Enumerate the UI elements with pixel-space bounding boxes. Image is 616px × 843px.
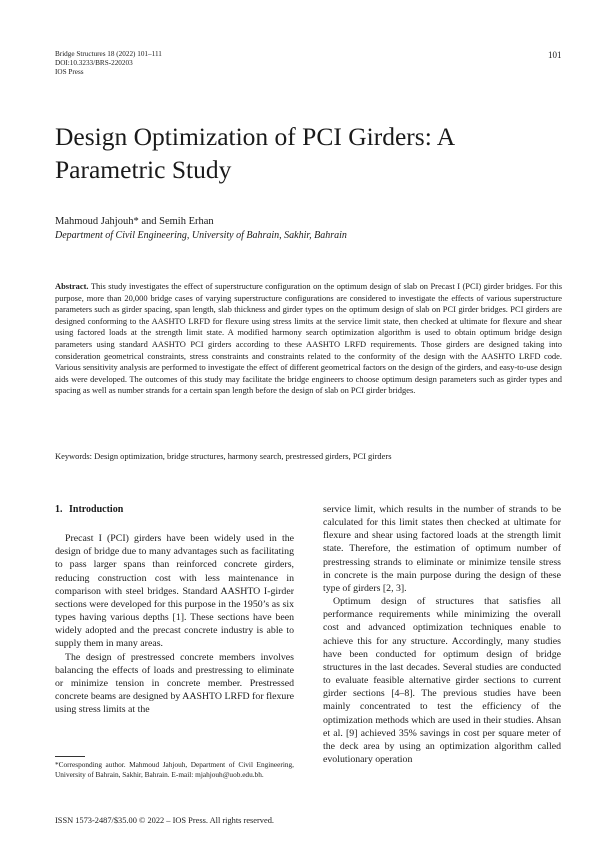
left-column: [55, 503, 294, 716]
paragraph: service limit, which results in the number of strands to be calculated for this limit states then checked at ultimate for flexure and shear using factored loads at the strength limit state. Therefore, the estimation of optimum number of prestressing strands to eliminate or minimize tensile stress in concrete is the main purpose during the design of these type of girders [2, 3].: [323, 504, 561, 594]
journal-citation: Bridge Structures 18 (2022) 101–111: [55, 50, 162, 58]
footnote-divider: [55, 756, 85, 757]
doi: DOI:10.3233/BRS-220203: [55, 58, 133, 67]
authors: Mahmoud Jahjouh* and Semih Erhan: [55, 216, 214, 227]
keywords: Keywords: Design optimization, bridge structures, harmony search, prestressed girders, PCI girders: [55, 451, 392, 461]
section-number: 1.: [55, 504, 63, 515]
paper-title: Design Optimization of PCI Girders: A Parametric Study: [55, 122, 454, 184]
section-heading: [55, 503, 294, 516]
abstract: [55, 281, 562, 397]
footnote: *Corresponding author. Mahmoud Jahjouh, Department of Civil Engineering, University of Bahrain, Sakhir, Bahrain. E-mail: mjahjouh@uob.edu.bh.: [55, 760, 294, 779]
copyright-footer: ISSN 1573-2487/$35.00 © 2022 – IOS Press. All rights reserved.: [55, 816, 274, 825]
section-title: Introduction: [69, 504, 124, 515]
affiliation: Department of Civil Engineering, University of Bahrain, Sakhir, Bahrain: [55, 230, 347, 241]
publisher: IOS Press: [55, 67, 84, 76]
paragraph: Optimum design of structures that satisfies all performance requirements while minimizing the overall cost and advanced optimization techniques enable to achieve this for any structure. Accordingly, many studies have been conducted for optimum design of bridge structures in the last decades. Several studies are conducted to evaluate feasible alternative girder sections to current girder sections [4–8]. The previous studies have been mainly concentrated to test the efficiency of the optimization methods which are used in their studies. Ahsan et al. [9] achieved 35% savings in cost per square meter of the deck area by using an optimization algorithm called evolutionary operation: [323, 596, 561, 765]
right-column: [323, 503, 561, 766]
page-number: 101: [548, 50, 562, 60]
paragraph: Precast I (PCI) girders have been widely used in the design of bridge due to many advantages such as facilitating to pass larger spans than reinforced concrete girders, reducing construction cost with less maintenance in comparison with steel bridges. Standard AASHTO I-girder sections were developed for this purpose in the 1950’s as six types having various depths [1]. These sections have been widely adopted and the precast concrete industry is able to supply them in many areas.: [55, 533, 294, 650]
paragraph: The design of prestressed concrete members involves balancing the effects of loads and prestressing to eliminate or minimize tension in concrete member. Prestressed concrete beams are designed by AASHTO LRFD for flexure using stress limits at the: [55, 651, 294, 716]
abstract-label: Abstract.: [55, 281, 89, 291]
journal-header: [55, 50, 162, 76]
abstract-text: This study investigates the effect of superstructure configuration on the optimum design of slab on Precast I (PCI) girder bridges. For this purpose, more than 20,000 bridge cases of varying superstructure configurations are considered to investigate the effects of various superstructure parameters such as girder spacing, span length, slab thickness and girder types on the optimum design of slab on PCI girder bridges. PCI girders are designed conforming to the AASHTO LRFD for flexure using stress limits at the service limit state, then checked at ultimate for flexure and shear using factored loads at the strength limit state. A modified harmony search optimization algorithm is used to obtain optimum bridge design parameters using standard AASHTO PCI girders according to these AASHTO LRFD requirements. Those girders are designed taking into consideration geometrical constraints, stress constraints and constraints related to the conformity of the design with the AASHTO LRFD code. Various sensitivity analysis are performed to investigate the effect of different geometrical factors on the design of the girders, and easy-to-use design aids were developed. The outcomes of this study may facilitate the bridge engineers to choose optimum design parameters such as girder types and spacing as well as number strands for a certain span length before the design of slab on PCI girder bridges.: [55, 281, 562, 396]
